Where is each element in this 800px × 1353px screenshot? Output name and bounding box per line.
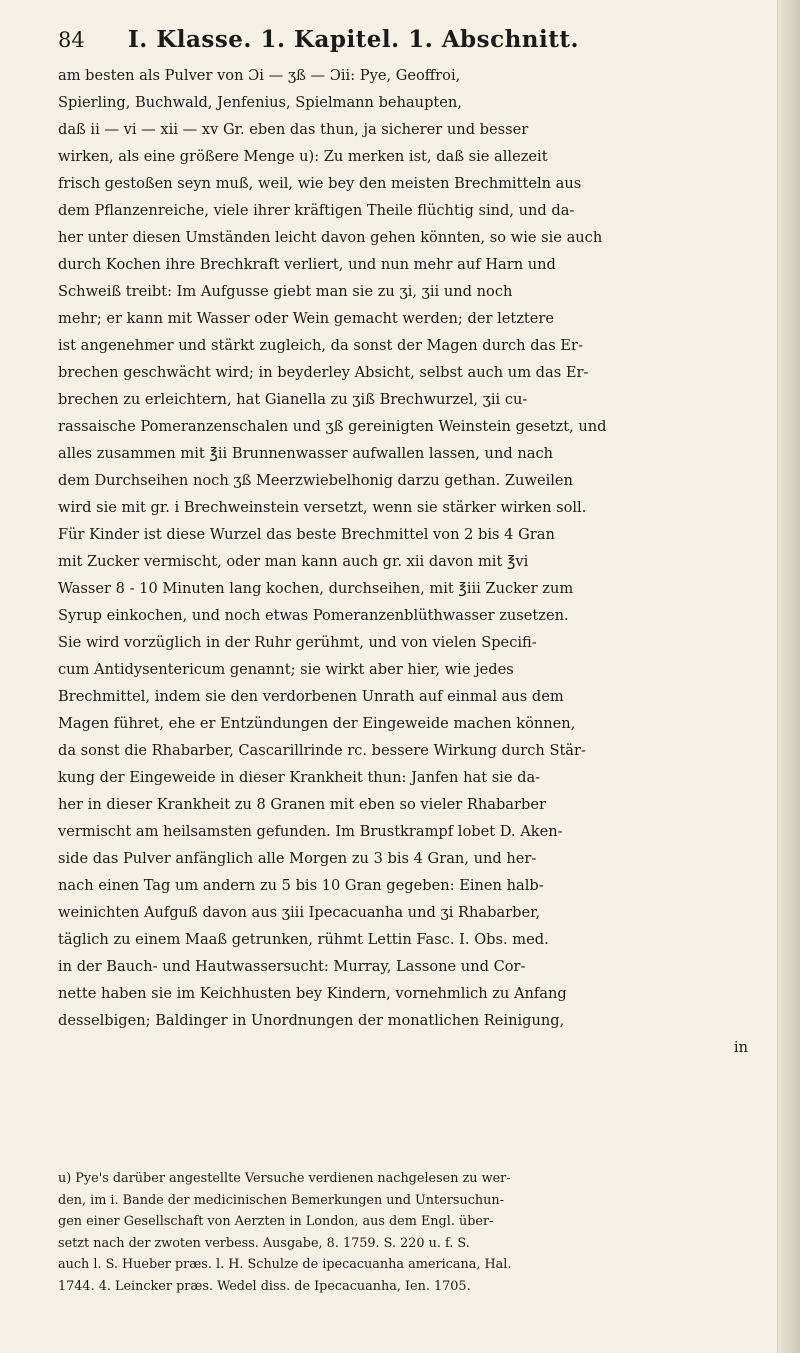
text-line: side das Pulver anfänglich alle Morgen zu 3 bis 4 Gran, und her- [58,850,537,867]
footnote [58,1168,752,1297]
footnote-line: auch l. S. Hueber præs. l. H. Schulze de ipecacuanha americana, Hal. [58,1257,512,1272]
text-line: her unter diesen Umständen leicht davon gehen könnten, so wie sie auch [58,229,603,246]
catchword: in [733,1039,748,1056]
text-line: Für Kinder ist diese Wurzel das beste Brechmittel von 2 bis 4 Gran [58,526,555,543]
text-line: Spierling, Buchwald, Jenfenius, Spielmann behaupten, [58,94,462,111]
text-line: Wasser 8 - 10 Minuten lang kochen, durchseihen, mit ℥iii Zucker zum [58,580,574,597]
text-line: durch Kochen ihre Brechkraft verliert, und nun mehr auf Harn und [58,256,556,273]
text-line: daß ii — vi — xii — xv Gr. eben das thun, ja sicherer und besser [58,121,529,138]
text-line: vermischt am heilsamsten gefunden. Im Brustkrampf lobet D. Aken- [58,823,563,840]
text-line: cum Antidysentericum genannt; sie wirkt aber hier, wie jedes [58,661,514,678]
text-line: nette haben sie im Keichhusten bey Kindern, vornehmlich zu Anfang [58,985,567,1002]
text-line: brechen geschwächt wird; in beyderley Absicht, selbst auch um das Er- [58,364,589,381]
footnote-line: setzt nach der zwoten verbess. Ausgabe, 8. 1759. S. 220 u. f. S. [58,1235,470,1251]
text-line: Schweiß treibt: Im Aufgusse giebt man sie zu ʒi, ʒii und noch [58,283,513,300]
text-line: mehr; er kann mit Wasser oder Wein gemacht werden; der letztere [58,310,555,327]
text-line: brechen zu erleichtern, hat Gianella zu ʒiß Brechwurzel, ʒii cu- [58,391,528,408]
footnote-line: 1744. 4. Leincker præs. Wedel diss. de Ipecacuanha, Ien. 1705. [58,1278,471,1294]
text-line: dem Durchseihen noch ʒß Meerzwiebelhonig darzu gethan. Zuweilen [58,472,573,489]
text-line: wirken, als eine größere Menge u): Zu merken ist, daß sie allezeit [58,148,548,165]
page-gutter [777,0,800,1353]
text-line: weinichten Aufguß davon aus ʒiii Ipecacuanha und ʒi Rhabarber, [58,904,541,921]
footnote-line: gen einer Gesellschaft von Aerzten in London, aus dem Engl. über- [58,1214,494,1229]
text-line: nach einen Tag um andern zu 5 bis 10 Gran gegeben: Einen halb- [58,877,544,894]
text-line: am besten als Pulver von Ɔi — ʒß — Ɔii: Pye, Geoffroi, [58,67,461,84]
text-line: Syrup einkochen, und noch etwas Pomeranzenblüthwasser zusetzen. [58,607,569,624]
running-title: I. Klasse. 1. Kapitel. 1. Abschnitt. [128,26,580,53]
text-line: desselbigen; Baldinger in Unordnungen der monatlichen Reinigung, [58,1012,565,1029]
text-line: da sonst die Rhabarber, Cascarillrinde rc. bessere Wirkung durch Stär- [58,742,586,759]
text-line: Brechmittel, indem sie den verdorbenen Unrath auf einmal aus dem [58,688,564,705]
text-line: rassaische Pomeranzenschalen und ʒß gereinigten Weinstein gesetzt, und [58,418,607,435]
text-line: dem Pflanzenreiche, viele ihrer kräftigen Theile flüchtig sind, und da- [58,202,575,219]
text-line: kung der Eingeweide in dieser Krankheit thun: Janfen hat sie da- [58,769,541,786]
footnote-line: u) Pye's darüber angestellte Versuche verdienen nachgelesen zu wer- [58,1171,511,1186]
text-line: täglich zu einem Maaß getrunken, rühmt Lettin Fasc. I. Obs. med. [58,931,549,948]
text-line: frisch gestoßen seyn muß, weil, wie bey den meisten Brechmitteln aus [58,175,582,192]
page-number: 84 [58,28,85,52]
text-line: wird sie mit gr. i Brechweinstein versetzt, wenn sie stärker wirken soll. [58,499,587,516]
text-line: mit Zucker vermischt, oder man kann auch gr. xii davon mit ℥vi [58,553,529,570]
text-line: Magen führet, ehe er Entzündungen der Eingeweide machen können, [58,715,576,732]
text-line: Sie wird vorzüglich in der Ruhr gerühmt, und von vielen Specifi- [58,634,537,651]
body-text [58,62,752,1061]
text-line: ist angenehmer und stärkt zugleich, da sonst der Magen durch das Er- [58,337,583,354]
page-header [58,22,758,58]
footnote-line: den, im i. Bande der medicinischen Bemerkungen und Untersuchun- [58,1192,504,1208]
text-line: in der Bauch- und Hautwassersucht: Murray, Lassone und Cor- [58,958,526,975]
text-line: alles zusammen mit ℥ii Brunnenwasser aufwallen lassen, und nach [58,445,554,462]
text-line: her in dieser Krankheit zu 8 Granen mit eben so vieler Rhabarber [58,796,546,813]
